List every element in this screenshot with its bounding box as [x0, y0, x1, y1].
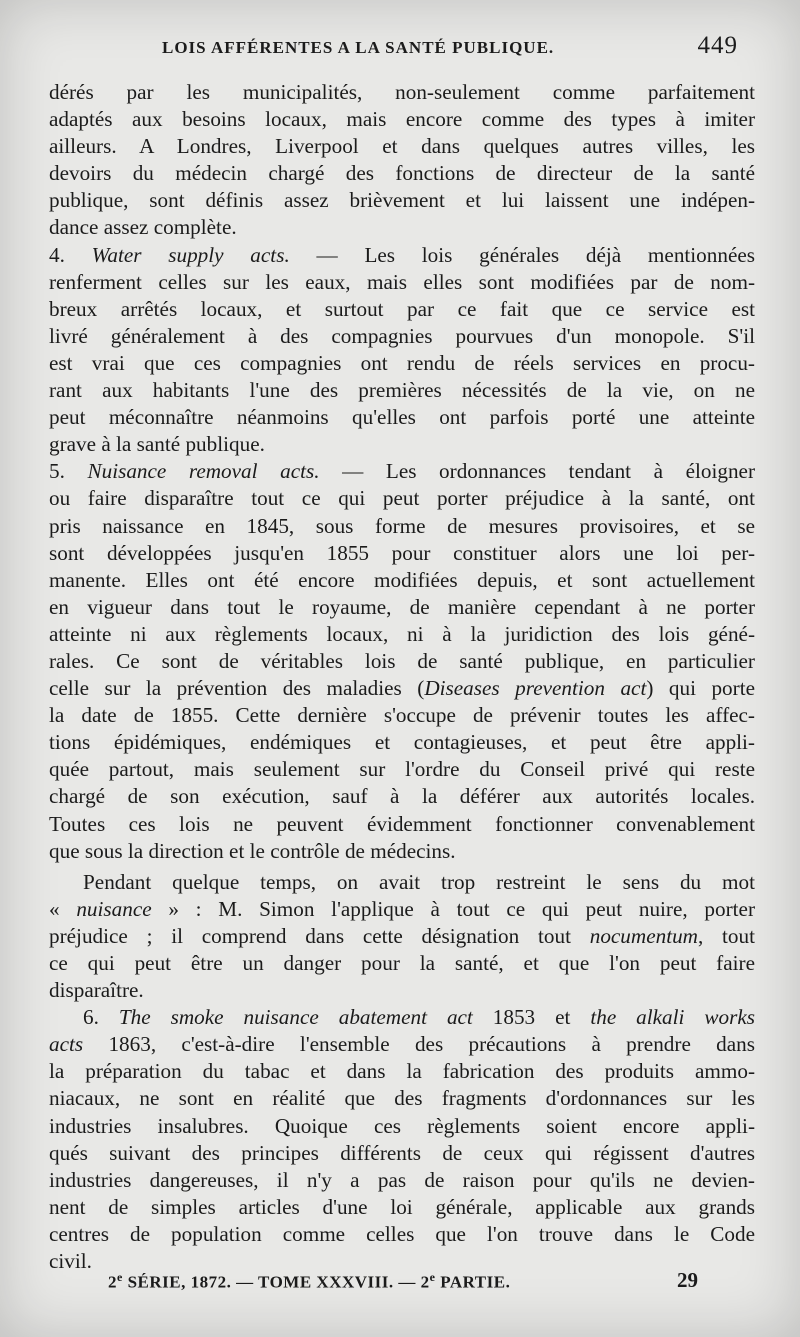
text-segment: industries insalubres. Quoique ces règlements soient encore appli-: [49, 1113, 755, 1138]
italic-segment: The smoke nuisance abatement act: [118, 1005, 473, 1030]
italic-segment: Diseases prevention act: [424, 676, 647, 701]
text-segment: qués suivant des principes différents de ceux qui régissent d'autres: [49, 1140, 755, 1165]
text-segment: quée partout, mais seulement sur l'ordre du Conseil privé qui reste: [49, 757, 755, 782]
text-segment: nent de simples articles d'une loi générale, applicable aux grands: [49, 1194, 755, 1219]
footer-series-sup: e: [117, 1270, 123, 1284]
text-segment: la date de 1855. Cette dernière s'occupe de prévenir toutes les affec-: [49, 703, 755, 728]
text-segment: civil.: [49, 1249, 92, 1274]
text-segment: industries dangereuses, il n'y a pas de raison pour qu'ils ne devien-: [49, 1167, 755, 1192]
italic-segment: the alkali works: [590, 1005, 755, 1030]
text-line: [49, 323, 755, 350]
signature-mark: 29: [677, 1268, 698, 1292]
text-line: [49, 977, 755, 1004]
text-line: [49, 106, 755, 133]
text-segment: 4.: [49, 242, 92, 267]
text-segment: » : M. Simon l'applique à tout ce qui peut nuire, porter: [151, 896, 755, 921]
text-line: [49, 675, 755, 702]
text-line: [49, 513, 755, 540]
text-line: [49, 869, 755, 896]
text-line: [49, 783, 755, 810]
text-line: [49, 485, 755, 512]
footer-part-sup: e: [429, 1270, 436, 1284]
text-segment: pris naissance en 1845, sous forme de mesures provisoires, et se: [49, 513, 755, 538]
text-line: [49, 242, 755, 269]
text-segment: peut méconnaître néanmoins qu'elles ont parfois porté une atteinte: [49, 405, 755, 430]
text-line: [49, 1113, 755, 1140]
text-line: [49, 838, 755, 865]
text-line: [49, 79, 755, 106]
text-segment: chargé de son exécution, sauf à la déférer aux autorités locales.: [49, 784, 755, 809]
text-segment: tions épidémiques, endémiques et contagieuses, et peut être appli-: [49, 730, 755, 755]
italic-segment: acts: [49, 1032, 84, 1057]
text-segment: centres de population comme celles que l'on trouve dans le Code: [49, 1221, 755, 1246]
text-segment: atteinte ni aux règlements locaux, ni à la juridiction des lois géné-: [49, 621, 755, 646]
page-header: [162, 32, 752, 72]
text-line: [49, 1004, 755, 1031]
text-line: [49, 1085, 755, 1112]
text-segment: 1853 et: [472, 1005, 591, 1030]
text-segment: breux arrêtés locaux, et surtout par ce fait que ce service est: [49, 296, 755, 321]
text-segment: renferment celles sur les eaux, mais elles sont modifiées par de nom-: [49, 269, 755, 294]
text-segment: que sous la direction et le contrôle de médecins.: [49, 838, 456, 863]
text-line: [49, 923, 755, 950]
text-segment: sont développées jusqu'en 1855 pour constituer alors une loi per-: [49, 540, 755, 565]
text-line: [49, 160, 755, 187]
text-segment: — Les ordonnances tendant à éloigner: [319, 459, 755, 484]
text-line: [49, 567, 755, 594]
text-segment: — Les lois générales déjà mentionnées: [289, 242, 755, 267]
text-line: [49, 648, 755, 675]
text-segment: 5.: [49, 459, 88, 484]
text-line: [49, 377, 755, 404]
text-line: [49, 594, 755, 621]
text-line: [49, 133, 755, 160]
text-line: [49, 896, 755, 923]
text-line: [49, 431, 755, 458]
text-line: [49, 187, 755, 214]
text-segment: dérés par les municipalités, non-seulement comme parfaitement: [49, 80, 755, 104]
text-segment: 6.: [83, 1005, 119, 1030]
text-segment: préjudice ; il comprend dans cette désignation tout: [49, 923, 590, 948]
text-line: [49, 621, 755, 648]
text-line: [49, 811, 755, 838]
page-number: 449: [697, 32, 738, 59]
text-segment: rales. Ce sont de véritables lois de santé publique, en particulier: [49, 648, 755, 673]
text-segment: , tout: [697, 923, 755, 948]
text-segment: ce qui peut être un danger pour la santé, et que l'on peut faire: [49, 951, 755, 975]
italic-segment: Water supply acts.: [91, 242, 290, 267]
running-title: LOIS AFFÉRENTES A LA SANTÉ PUBLIQUE.: [162, 38, 555, 57]
text-line: [49, 350, 755, 377]
text-segment: devoirs du médecin chargé des fonctions de directeur de la santé: [49, 161, 755, 186]
text-line: [49, 1221, 755, 1248]
text-segment: «: [49, 896, 77, 921]
text-line: [49, 950, 755, 977]
text-segment: ailleurs. A Londres, Liverpool et dans quelques autres villes, les: [49, 134, 755, 159]
text-segment: Toutes ces lois ne peuvent évidemment fonctionner convenablement: [49, 811, 755, 836]
text-line: [49, 729, 755, 756]
text-line: [49, 540, 755, 567]
text-segment: celle sur la prévention des maladies (: [49, 676, 425, 701]
text-segment: grave à la santé publique.: [49, 432, 265, 457]
text-segment: publique, sont définis assez brièvement et lui laissent une indépen-: [49, 188, 755, 213]
text-line: [49, 404, 755, 431]
text-line: [49, 214, 755, 241]
italic-segment: Nuisance removal acts.: [87, 459, 320, 484]
text-segment: rant aux habitants l'une des premières nécessités de la vie, on ne: [49, 378, 755, 403]
body-text: [49, 79, 755, 1275]
text-line: [49, 269, 755, 296]
text-segment: Pendant quelque temps, on avait trop restreint le sens du mot: [83, 869, 755, 894]
text-line: [49, 1194, 755, 1221]
footer-series-text: SÉRIE, 1872. — TOME XXXVIII. —: [122, 1272, 421, 1292]
footer-part-text: PARTIE.: [435, 1272, 511, 1292]
text-line: [49, 756, 755, 783]
text-segment: 1863, c'est-à-dire l'ensemble des précautions à prendre dans: [83, 1032, 755, 1057]
text-line: [49, 1058, 755, 1085]
text-line: [49, 296, 755, 323]
text-segment: niacaux, ne sont en réalité que des fragments d'ordonnances sur les: [49, 1086, 755, 1111]
page-footer: [108, 1270, 698, 1304]
text-segment: manente. Elles ont été encore modifiées depuis, et sont actuellement: [49, 567, 755, 592]
text-line: [49, 1031, 755, 1058]
italic-segment: nuisance: [76, 896, 152, 921]
footer-series: [108, 1270, 510, 1293]
text-segment: livré généralement à des compagnies pourvues d'un monopole. S'il: [49, 323, 755, 348]
footer-series-num: 2: [108, 1272, 117, 1292]
text-segment: la préparation du tabac et dans la fabrication des produits ammo-: [49, 1059, 755, 1084]
text-segment: adaptés aux besoins locaux, mais encore comme des types à imiter: [49, 107, 755, 132]
italic-segment: nocumentum: [589, 923, 698, 948]
text-segment: dance assez complète.: [49, 215, 237, 240]
text-segment: ou faire disparaître tout ce qui peut porter préjudice à la santé, ont: [49, 486, 755, 511]
text-segment: est vrai que ces compagnies ont rendu de réels services en procu-: [49, 350, 755, 375]
text-line: [49, 702, 755, 729]
text-segment: ) qui porte: [646, 676, 755, 701]
text-segment: disparaître.: [49, 978, 144, 1003]
text-line: [49, 1140, 755, 1167]
text-line: [49, 458, 755, 485]
text-segment: en vigueur dans tout le royaume, de manière cependant à ne porter: [49, 594, 755, 619]
text-line: [49, 1167, 755, 1194]
footer-part-num: 2: [420, 1272, 430, 1292]
